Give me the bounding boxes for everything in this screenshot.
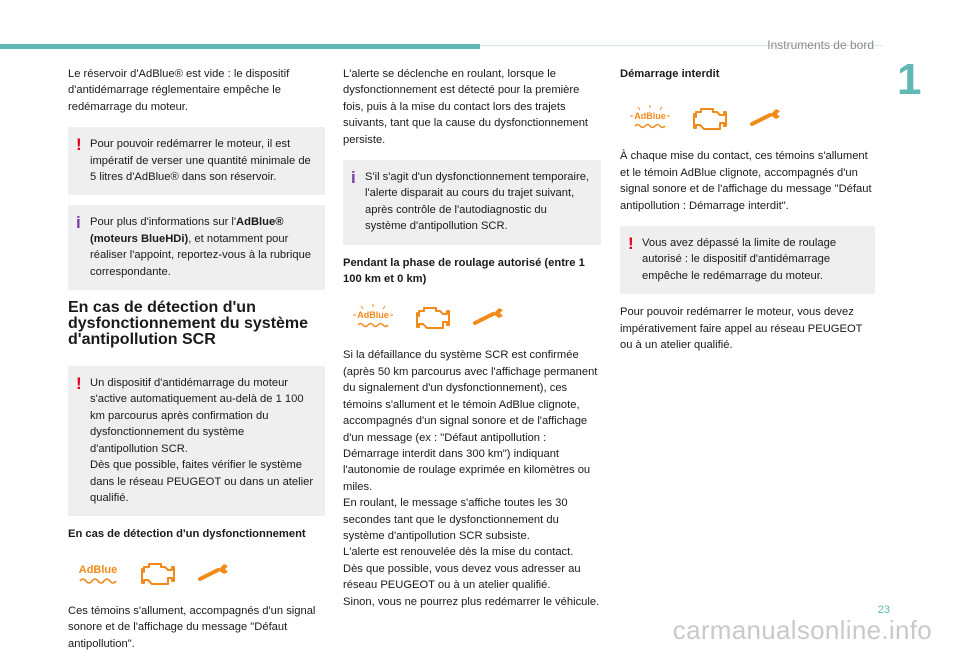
adblue-warning-light-icon	[351, 303, 395, 331]
info-text-pre: Pour plus d'informations sur l'	[90, 216, 237, 229]
page-number: 23	[877, 604, 890, 616]
adblue-label: AdBlue	[78, 563, 118, 576]
section-heading: En cas de détection d'un dysfonctionnement du système d'antipollution SCR	[68, 299, 309, 349]
service-wrench-light-icon	[471, 303, 507, 331]
warning-box	[68, 366, 325, 516]
warning-box	[620, 226, 875, 294]
adblue-label: AdBlue	[634, 111, 666, 122]
info-i-icon: i	[76, 213, 81, 233]
adblue-warning-light-icon	[628, 104, 672, 132]
subheading: Pendant la phase de roulage autorisé (entre 1 100 km et 0 km)	[343, 256, 585, 286]
warning-text: Pour pouvoir redémarrer le moteur, il est impératif de verser une quantité minimale de 5 litres d'AdBlue® dans son réservoir.	[90, 138, 311, 184]
engine-check-light-icon	[138, 559, 178, 587]
subheading: En cas de détection d'un dysfonctionnement	[68, 528, 306, 541]
paragraph: Si la défaillance du système SCR est confirmée (après 50 km parcourus avec l'affichage permanent du signalement d'un dysfonctionnement), ces témoins s'allument et le témoin AdBlue clignote, accompagnés d'un signal sonore et de l'affichage d'un message (ex : "Défaut antipollution : Démarrage interdit dans 300 km") indiquant l'autonomie de roulage exprimée en kilomètres ou miles. En roulant, le message s'affiche toutes les 30 secondes tant que le dysfonctionnement du système d'antipollution SCR subsiste. L'alerte est renouvelée dès la mise du contact. Dès que possible, vous devez vous adresser au réseau PEUGEOT ou à un atelier qualifié. Sinon, vous ne pourrez plus redémarrer le véhicule.	[343, 349, 600, 608]
paragraph: À chaque mise du contact, ces témoins s'allument et le témoin AdBlue clignote, accompagnés d'un signal sonore et de l'affichage du message "Défaut antipollution : Démarrage interdit".	[620, 150, 872, 212]
paragraph: L'alerte se déclenche en roulant, lorsque le dysfonctionnement est détecté pour la première fois, puis à la mise du contact lors des trajets suivants, tant que la cause du dysfonctionnement persiste.	[343, 68, 589, 146]
warning-text: Vous avez dépassé la limite de roulage autorisé : le dispositif d'antidémarrage empêche le redémarrage du moteur.	[642, 237, 837, 282]
service-wrench-light-icon	[196, 559, 232, 587]
column-2	[343, 66, 601, 622]
warning-text: Un dispositif d'antidémarrage du moteur s'active automatiquement au-delà de 1 100 km parcourus après confirmation du dysfonctionnement du système d'antipollution SCR. Dès que possible, faites vérifier le système dans le réseau PEUGEOT ou dans un atelier qualifié.	[90, 377, 314, 504]
engine-check-light-icon	[690, 104, 730, 132]
warning-box	[68, 127, 325, 195]
engine-check-light-icon	[413, 303, 453, 331]
info-box	[68, 205, 325, 290]
warning-exclamation-icon: !	[628, 234, 634, 254]
adblue-label: AdBlue	[357, 310, 389, 321]
section-title: Instruments de bord	[767, 38, 874, 52]
info-text	[90, 214, 315, 280]
header-accent-bar	[0, 44, 480, 49]
subheading: Démarrage interdit	[620, 68, 720, 80]
warning-lights-row	[68, 551, 325, 589]
warning-lights-row	[343, 295, 601, 333]
warning-lights-row	[620, 96, 875, 134]
chapter-number: 1	[897, 55, 922, 104]
info-i-icon: i	[351, 168, 356, 188]
warning-exclamation-icon: !	[76, 135, 82, 155]
info-text: S'il s'agit d'un dysfonctionnement temporaire, l'alerte disparait au cours du trajet suivant, après contrôle de l'autodiagnostic du système d'antipollution SCR.	[365, 171, 590, 233]
warning-exclamation-icon: !	[76, 374, 82, 394]
column-3	[620, 66, 875, 365]
info-box	[343, 160, 601, 245]
info-text-post: , et notamment pour réaliser l'appoint, reportez-vous à la rubrique correspondante.	[90, 232, 312, 278]
watermark: carmanualsonline.info	[672, 615, 932, 645]
paragraph: Pour pouvoir redémarrer le moteur, vous devez impérativement faire appel au réseau PEUGEOT ou à un atelier qualifié.	[620, 306, 863, 352]
intro-paragraph: Le réservoir d'AdBlue® est vide : le dispositif d'antidémarrage réglementaire empêche le redémarrage du moteur.	[68, 68, 290, 113]
adblue-warning-light-icon	[76, 559, 120, 587]
info-text-bold: AdBlue® (moteurs BlueHDi)	[90, 216, 284, 245]
service-wrench-light-icon	[748, 104, 784, 132]
column-1	[68, 66, 325, 664]
paragraph: Ces témoins s'allument, accompagnés d'un signal sonore et de l'affichage du message "Défaut antipollution".	[68, 604, 316, 650]
